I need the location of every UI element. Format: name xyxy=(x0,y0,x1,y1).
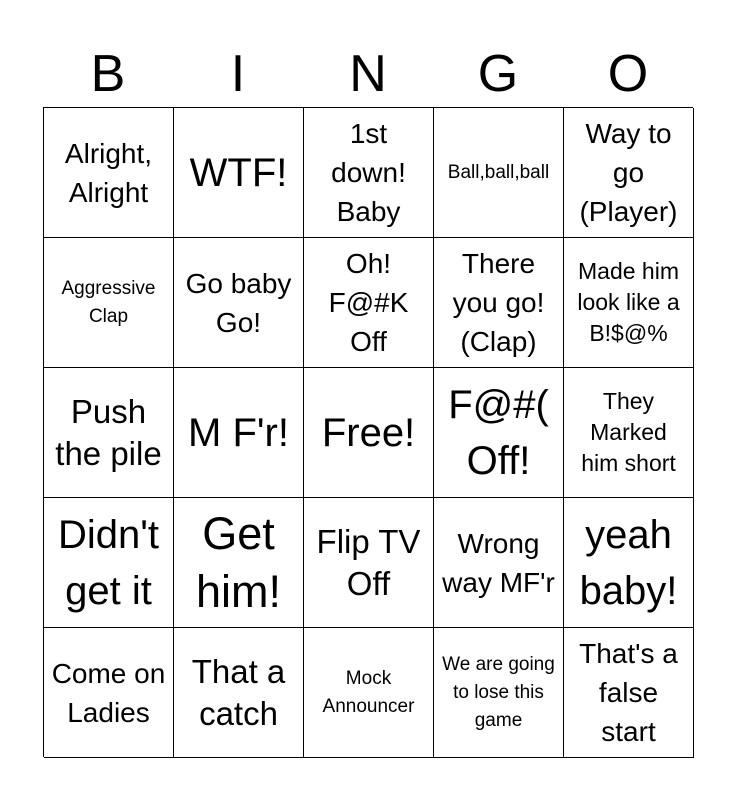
bingo-cell[interactable] xyxy=(44,498,174,628)
bingo-cell[interactable] xyxy=(174,498,304,628)
bingo-cell[interactable] xyxy=(564,108,694,238)
free-space-cell[interactable] xyxy=(304,368,434,498)
cell-text: There you go! (Clap) xyxy=(452,248,545,357)
cell-text: Flip TV Off xyxy=(316,522,421,602)
cell-text: Alright, Alright xyxy=(64,137,153,208)
bingo-cell[interactable] xyxy=(44,368,174,498)
cell-text: They Marked him short xyxy=(581,388,676,476)
bingo-cell[interactable] xyxy=(564,368,694,498)
cell-text: yeah baby! xyxy=(579,512,678,613)
bingo-cell[interactable] xyxy=(434,498,564,628)
bingo-cell[interactable] xyxy=(174,238,304,368)
bingo-cell[interactable] xyxy=(174,108,304,238)
cell-text: Go baby Go! xyxy=(185,267,292,338)
bingo-cell[interactable] xyxy=(434,368,564,498)
header-letter-n: N xyxy=(349,45,387,103)
cell-text: Mock Announcer xyxy=(322,667,415,717)
header-letter-o: O xyxy=(607,45,649,103)
cell-text: Way to go (Player) xyxy=(579,118,678,227)
bingo-cell[interactable] xyxy=(434,108,564,238)
cell-text: Didn't get it xyxy=(57,512,159,613)
cell-text: Free! xyxy=(321,410,416,455)
bingo-cell[interactable] xyxy=(564,628,694,758)
cell-text: 1st down! Baby xyxy=(331,118,406,227)
cell-text: That's a false start xyxy=(579,638,678,747)
bingo-cell[interactable] xyxy=(434,628,564,758)
bingo-cell[interactable] xyxy=(174,368,304,498)
cell-text: That a catch xyxy=(191,652,286,732)
cell-text: WTF! xyxy=(189,150,288,195)
bingo-cell[interactable] xyxy=(564,498,694,628)
bingo-cell[interactable] xyxy=(304,628,434,758)
header-letter-i: I xyxy=(230,45,246,103)
bingo-cell[interactable] xyxy=(434,238,564,368)
cell-text: Made him look like a B!$@% xyxy=(577,258,680,346)
cell-text: Push the pile xyxy=(55,392,162,472)
cell-text: F@#( Off! xyxy=(448,382,549,483)
header-letter-g: G xyxy=(477,45,519,103)
bingo-cell[interactable] xyxy=(44,238,174,368)
bingo-cell[interactable] xyxy=(304,238,434,368)
cell-text: Come on Ladies xyxy=(51,657,166,728)
cell-text: Ball,ball,ball xyxy=(447,161,550,183)
header-letter-b: B xyxy=(90,45,126,103)
bingo-grid xyxy=(43,107,693,757)
bingo-header xyxy=(43,40,693,108)
bingo-cell[interactable] xyxy=(564,238,694,368)
bingo-cell[interactable] xyxy=(44,108,174,238)
cell-text: We are going to lose this game xyxy=(442,653,555,731)
bingo-cell[interactable] xyxy=(44,628,174,758)
bingo-cell[interactable] xyxy=(174,628,304,758)
bingo-cell[interactable] xyxy=(304,108,434,238)
cell-text: Aggressive Clap xyxy=(61,277,156,327)
cell-text: Oh! F@#K Off xyxy=(328,248,409,357)
cell-text: Wrong way MF'r xyxy=(442,527,555,598)
bingo-cell[interactable] xyxy=(304,498,434,628)
cell-text: Get him! xyxy=(195,507,281,617)
cell-text: M F'r! xyxy=(188,410,289,455)
